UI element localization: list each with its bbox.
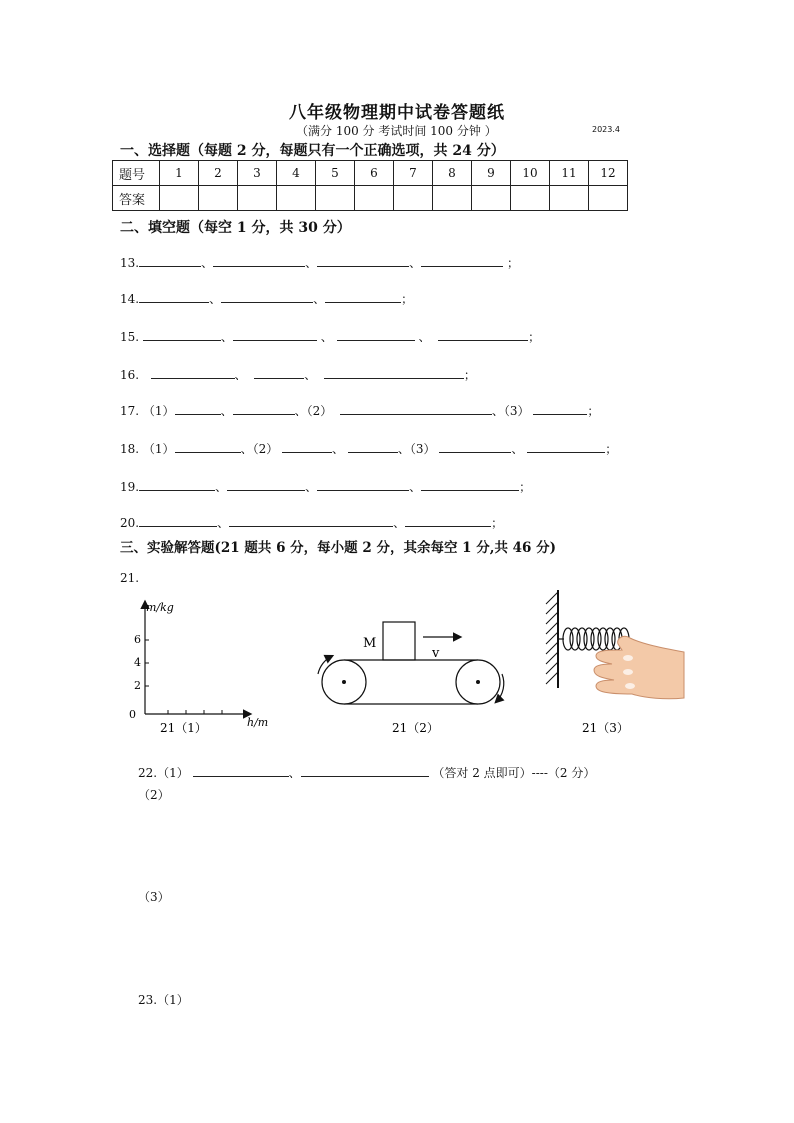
question-number: 18.	[120, 442, 140, 456]
separator: 、	[393, 516, 406, 530]
block-m	[383, 622, 415, 660]
question-16	[120, 366, 476, 383]
question-number: 4	[277, 161, 316, 186]
answer-cell[interactable]	[394, 186, 433, 211]
separator: 、	[234, 368, 247, 382]
y-tick-label: 6	[134, 633, 141, 646]
question-number: 1	[160, 161, 199, 186]
separator: 、	[409, 480, 422, 494]
scoring-note: （答对 2 点即可）----（2 分）	[432, 766, 596, 780]
page-title: 八年级物理期中试卷答题纸	[289, 103, 505, 123]
terminator: ；	[401, 292, 414, 306]
blank[interactable]	[233, 328, 317, 341]
answer-cell[interactable]	[589, 186, 628, 211]
separator: 、	[313, 292, 326, 306]
question-number: 5	[316, 161, 355, 186]
blank[interactable]	[317, 478, 409, 491]
terminator: ；	[491, 516, 504, 530]
blank[interactable]	[139, 254, 201, 267]
question-14	[120, 290, 413, 307]
question-20	[120, 514, 503, 531]
answer-row	[113, 186, 628, 211]
question-number: 14.	[120, 292, 140, 306]
blank[interactable]	[227, 478, 305, 491]
blank[interactable]	[317, 254, 409, 267]
question-22	[138, 764, 595, 781]
question-15	[120, 328, 540, 345]
blank[interactable]	[405, 514, 491, 527]
question-number: 15.	[120, 330, 140, 344]
answer-cell[interactable]	[355, 186, 394, 211]
answer-cell[interactable]	[511, 186, 550, 211]
blank[interactable]	[348, 440, 398, 453]
question-number-row	[113, 161, 628, 186]
separator: 、	[491, 404, 504, 418]
blank[interactable]	[325, 290, 401, 303]
blank[interactable]	[254, 366, 304, 379]
blank[interactable]	[193, 764, 289, 777]
question-13	[120, 254, 519, 271]
x-axis-label: h/m	[247, 716, 269, 729]
blank[interactable]	[301, 764, 429, 777]
answer-cell[interactable]	[199, 186, 238, 211]
separator: 、	[332, 442, 345, 456]
blank[interactable]	[324, 366, 464, 379]
wall-hatching	[546, 592, 558, 684]
question-18	[120, 440, 617, 457]
question-number: 3	[238, 161, 277, 186]
separator: 、	[397, 442, 410, 456]
terminator: ；	[528, 330, 541, 344]
separator: 、	[409, 256, 422, 270]
question-number: 12	[589, 161, 628, 186]
terminator: ；	[463, 368, 476, 382]
question-number: 8	[433, 161, 472, 186]
answer-cell[interactable]	[160, 186, 199, 211]
question-22-part-2: （2）	[138, 788, 170, 802]
terminator: ；	[506, 256, 519, 270]
sub-label: （3）	[409, 442, 436, 456]
y-tick-label: 2	[134, 679, 141, 692]
question-23: 23.（1）	[138, 993, 189, 1007]
section-2-heading: 二、填空题（每空 1 分，共 30 分）	[120, 220, 351, 236]
row-label-number: 题号	[113, 161, 160, 186]
separator: 、	[511, 442, 524, 456]
question-number: 10	[511, 161, 550, 186]
figure-caption: 21（3）	[582, 721, 629, 735]
section-1-heading: 一、选择题（每题 2 分，每题只有一个正确选项，共 24 分）	[120, 143, 505, 159]
separator: 、	[220, 404, 233, 418]
question-number: 16.	[120, 368, 140, 382]
sub-label: （2）	[306, 404, 333, 418]
sub-label: （3）	[503, 404, 530, 418]
answer-cell[interactable]	[316, 186, 355, 211]
separator: 、	[215, 480, 228, 494]
graph-figure	[128, 596, 278, 741]
y-tick-label: 4	[134, 656, 141, 669]
separator: 、	[288, 766, 301, 780]
answer-cell[interactable]	[472, 186, 511, 211]
y-axis-label: m/kg	[146, 601, 174, 614]
terminator: ；	[605, 442, 618, 456]
answer-cell[interactable]	[550, 186, 589, 211]
y-tick-label: 0	[129, 708, 136, 721]
separator: 、	[240, 442, 253, 456]
blank[interactable]	[139, 514, 217, 527]
question-number: 6	[355, 161, 394, 186]
separator: 、	[294, 404, 307, 418]
question-number: 13.	[120, 256, 140, 270]
separator: 、	[217, 516, 230, 530]
spring-figure	[538, 586, 686, 742]
question-number: 17.	[120, 404, 140, 418]
sub-label: （1）	[142, 404, 175, 418]
question-17	[120, 402, 599, 419]
separator: 、	[304, 368, 317, 382]
question-22-part-3: （3）	[138, 890, 170, 904]
blank[interactable]	[229, 514, 393, 527]
question-number: 20.	[120, 516, 140, 530]
row-label-answer: 答案	[113, 186, 160, 211]
exam-date: 2023.4	[592, 125, 620, 134]
terminator: ；	[519, 480, 532, 494]
separator: 、	[418, 330, 431, 344]
blank[interactable]	[533, 402, 587, 415]
question-number: 2	[199, 161, 238, 186]
blank[interactable]	[151, 366, 235, 379]
sub-label: （2）	[252, 442, 279, 456]
separator: 、	[305, 256, 318, 270]
separator: 、	[320, 330, 333, 344]
blank[interactable]	[213, 254, 305, 267]
mass-label: M	[363, 636, 377, 651]
answer-cell[interactable]	[238, 186, 277, 211]
blank[interactable]	[439, 440, 511, 453]
answer-cell[interactable]	[433, 186, 472, 211]
question-number: 7	[394, 161, 433, 186]
answer-cell[interactable]	[277, 186, 316, 211]
answer-table	[112, 160, 628, 211]
exam-info: （满分 100 分 考试时间 100 分钟 ）	[296, 124, 497, 138]
blank[interactable]	[139, 290, 209, 303]
blank[interactable]	[282, 440, 332, 453]
figure-caption: 21（2）	[392, 721, 439, 735]
terminator: ；	[587, 404, 600, 418]
separator: 、	[209, 292, 222, 306]
blank[interactable]	[421, 478, 519, 491]
question-number: 11	[550, 161, 589, 186]
separator: 、	[220, 330, 233, 344]
question-21-label: 21.	[120, 571, 140, 585]
blank[interactable]	[175, 440, 241, 453]
section-3-heading: 三、实验解答题(21 题共 6 分，每小题 2 分，其余每空 1 分,共 46 分)	[120, 540, 557, 556]
blank[interactable]	[337, 328, 415, 341]
sub-label: （1）	[142, 442, 175, 456]
blank[interactable]	[340, 402, 492, 415]
question-19	[120, 478, 531, 495]
blank[interactable]	[143, 328, 221, 341]
question-number: 9	[472, 161, 511, 186]
question-number: 22.（1）	[138, 766, 189, 780]
blank[interactable]	[175, 402, 221, 415]
blank[interactable]	[233, 402, 295, 415]
separator: 、	[201, 256, 214, 270]
question-number: 19.	[120, 480, 140, 494]
blank[interactable]	[139, 478, 215, 491]
blank[interactable]	[527, 440, 605, 453]
blank[interactable]	[421, 254, 503, 267]
conveyor-figure	[310, 612, 520, 742]
blank[interactable]	[221, 290, 313, 303]
velocity-label: v	[432, 646, 440, 661]
blank[interactable]	[438, 328, 528, 341]
figure-caption: 21（1）	[160, 721, 207, 735]
separator: 、	[305, 480, 318, 494]
